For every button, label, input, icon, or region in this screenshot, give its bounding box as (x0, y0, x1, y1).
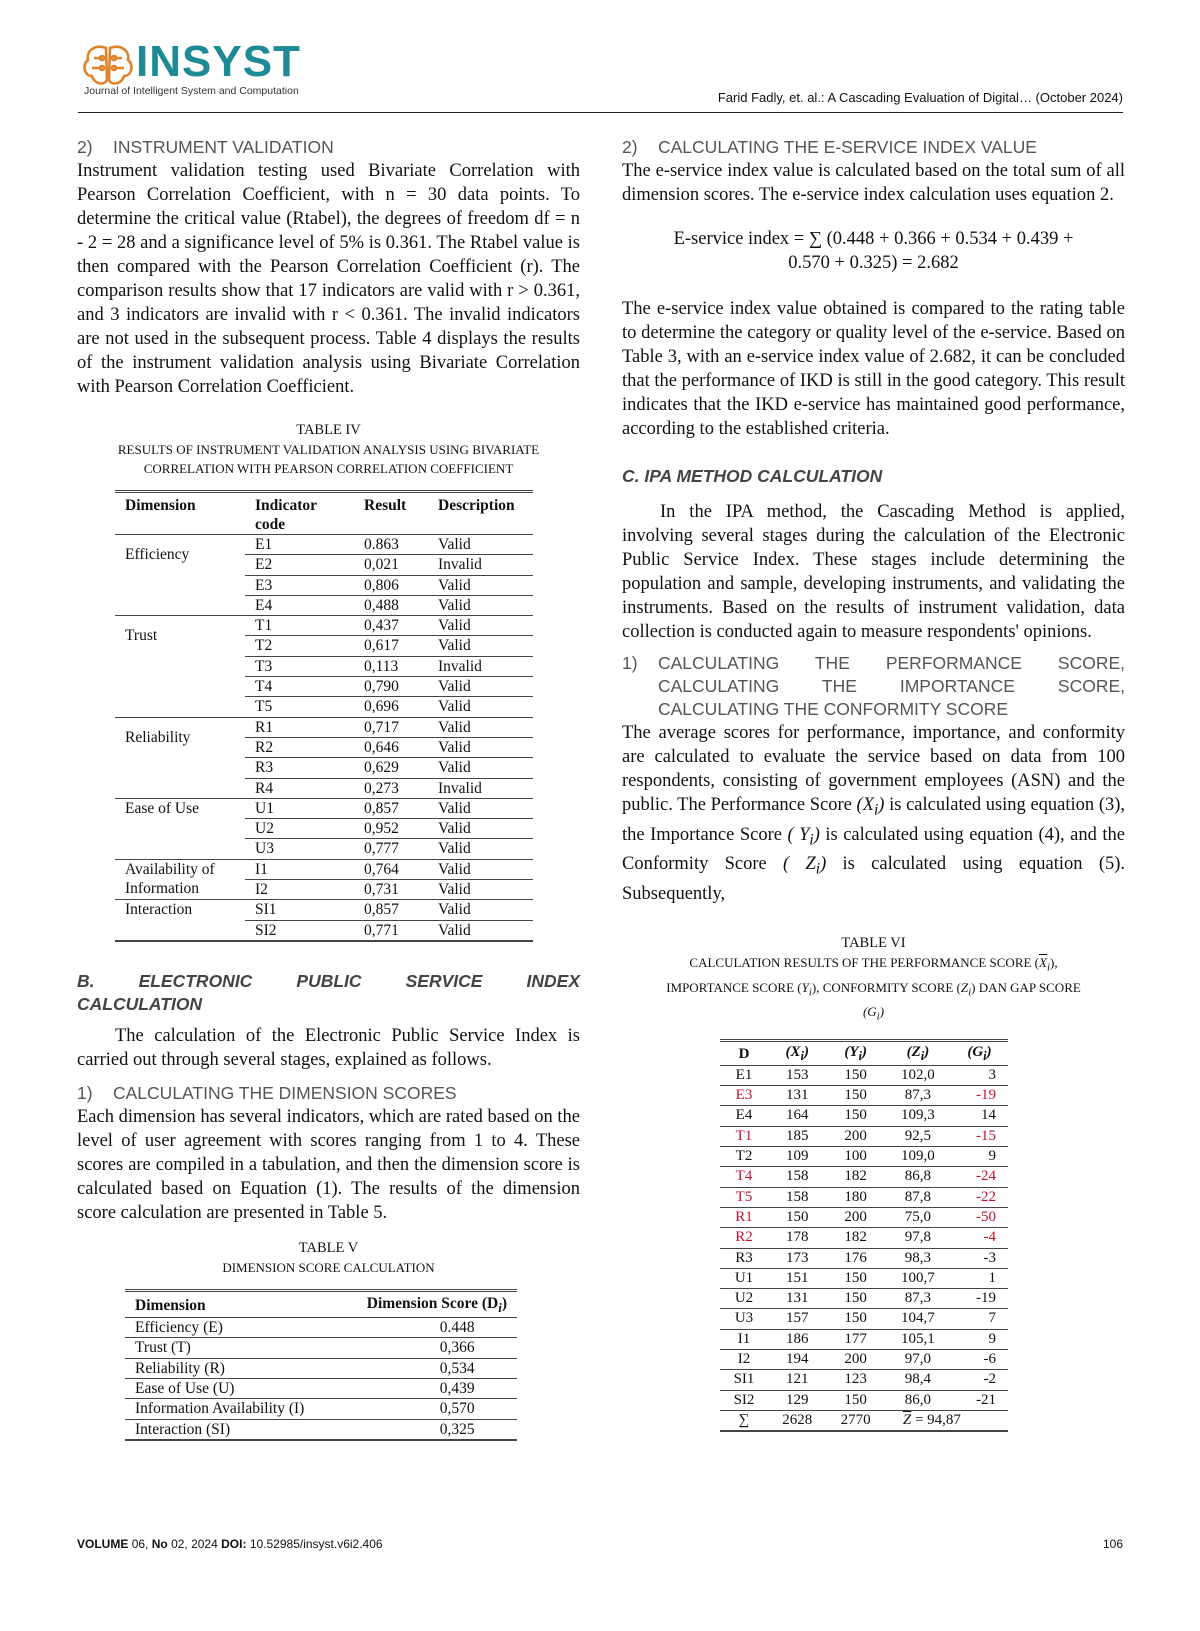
page-number: 106 (1102, 1537, 1123, 1551)
indicator-code: T2 (245, 636, 354, 656)
result-value: 0,488 (354, 595, 428, 615)
table-row (720, 1289, 1008, 1309)
table-caption: RESULTS OF INSTRUMENT VALIDATION ANALYSIS USING BIVARIATE CORRELATION WITH PEARSON CORRELATION COEFFICIENT (117, 442, 540, 476)
importance-score: 200 (826, 1126, 884, 1146)
conformity-score: 97,8 (885, 1228, 951, 1248)
paragraph: The e-service index value is calculated based on the total sum of all dimension scores. The e-service index calculation uses equation 2. (622, 161, 1125, 205)
result-value: 0,764 (354, 859, 428, 879)
gap-score: -19 (951, 1289, 1008, 1309)
column-header: D (720, 1040, 768, 1065)
description: Valid (428, 717, 533, 737)
performance-score: 194 (768, 1350, 826, 1370)
table-row (125, 1419, 517, 1440)
description: Valid (428, 798, 533, 818)
indicator-code: R2 (720, 1228, 768, 1248)
column-header: Description (428, 492, 533, 535)
column-header: Indicator code (245, 492, 354, 535)
indicator-code: SI1 (245, 900, 354, 920)
indicator-code: I1 (720, 1329, 768, 1349)
dimension-score: 0,366 (337, 1338, 517, 1358)
description: Valid (428, 819, 533, 839)
section-heading: C. IPA METHOD CALCULATION (622, 466, 883, 486)
importance-score: 182 (826, 1167, 884, 1187)
result-value: 0,952 (354, 819, 428, 839)
table-row (125, 1399, 517, 1419)
column-header: Dimension Score $(D_i)$ (337, 1290, 517, 1317)
paragraph: Instrument validation testing used Bivariate Correlation with Pearson Correlation Coefficient, with n = 30 data points. To determine the critical value (Rtabel), the degrees of freedom df = n - 2 = 28 and a significance level of 5% is 0.361. The Rtabel value is then compared with the Pearson Correlation Coefficient (r). The comparison results show that 17 indicators are valid with r > 0.361, and 3 indicators are invalid with r < 0.361. The invalid indicators are not used in the subsequent process. Table 4 displays the results of the instrument validation analysis using Bivariate Correlation with Pearson Correlation Coefficient. (77, 161, 580, 397)
importance-score: 150 (826, 1309, 884, 1329)
result-value: 0.863 (354, 535, 428, 555)
equation: E-service index = ∑ (0.448 + 0.366 + 0.534 + 0.439 + 0.570 + 0.325) = 2.682 (673, 229, 1074, 273)
dimension-cell: Efficiency (115, 535, 245, 616)
table-label: TABLE IV (296, 422, 361, 438)
column-header: $(X_i)$ (768, 1040, 826, 1065)
gap-score: -4 (951, 1228, 1008, 1248)
column-header: $(Y_i)$ (826, 1040, 884, 1065)
table-row (720, 1065, 1008, 1085)
conformity-score: 86,0 (885, 1390, 951, 1410)
conformity-score: 75,0 (885, 1207, 951, 1227)
dimension-cell: Reliability (115, 717, 245, 798)
performance-score: 178 (768, 1228, 826, 1248)
subsection-heading: 1) CALCULATING THE PERFORMANCE SCORE, CALCULATING THE IMPORTANCE SCORE, CALCULATING THE CONFORMITY SCORE (622, 653, 1125, 719)
dimension-name: Information Availability (I) (125, 1399, 337, 1419)
performance-score: 164 (768, 1106, 826, 1126)
indicator-code: U2 (720, 1289, 768, 1309)
result-value: 0,857 (354, 900, 428, 920)
table-row (115, 798, 533, 818)
gap-score: -6 (951, 1350, 1008, 1370)
importance-score: 150 (826, 1086, 884, 1106)
indicator-code: T1 (245, 616, 354, 636)
performance-score: 185 (768, 1126, 826, 1146)
indicator-code: I2 (245, 880, 354, 900)
conformity-score: 87,3 (885, 1289, 951, 1309)
table-row (720, 1309, 1008, 1329)
importance-score: 150 (826, 1390, 884, 1410)
gap-score: -24 (951, 1167, 1008, 1187)
table-row (115, 616, 533, 636)
indicator-code: R3 (720, 1248, 768, 1268)
ipa-score-table (720, 1039, 1008, 1432)
indicator-code: T5 (720, 1187, 768, 1207)
table-label: TABLE VI (841, 935, 906, 952)
table-caption: DIMENSION SCORE CALCULATION (222, 1259, 435, 1275)
description: Valid (428, 535, 533, 555)
table-row (125, 1378, 517, 1398)
conformity-score: 109,3 (885, 1106, 951, 1126)
indicator-code: T4 (245, 677, 354, 697)
brain-icon (80, 42, 136, 88)
right-column (622, 136, 1125, 1432)
footer-citation: VOLUME 06, No 02, 2024 DOI: 10.52985/insyst.v6i2.406 (77, 1537, 383, 1551)
table-row (720, 1086, 1008, 1106)
description: Valid (428, 697, 533, 717)
table-row (115, 717, 533, 737)
sum-y: 2770 (826, 1410, 884, 1431)
table-label: TABLE V (298, 1239, 359, 1256)
column-header: Result (354, 492, 428, 535)
description: Valid (428, 737, 533, 757)
gap-score: -50 (951, 1207, 1008, 1227)
gap-score: -2 (951, 1370, 1008, 1390)
table-caption: CALCULATION RESULTS OF THE PERFORMANCE SCORE $(\overline{X}_i)$, IMPORTANCE SCORE $(Y_i)$, CONFORMITY SCORE $(Z_i)$ DAN GAP SCORE $(G_i)$ (666, 955, 1081, 1023)
validation-table (115, 490, 533, 942)
result-value: 0,790 (354, 677, 428, 697)
indicator-code: R4 (245, 778, 354, 798)
performance-score: 131 (768, 1086, 826, 1106)
table-row (125, 1318, 517, 1338)
description: Valid (428, 900, 533, 920)
indicator-code: R2 (245, 737, 354, 757)
table-row (720, 1147, 1008, 1167)
header-rule (78, 112, 1123, 113)
result-value: 0,617 (354, 636, 428, 656)
indicator-code: R3 (245, 758, 354, 778)
description: Valid (428, 880, 533, 900)
gap-score: -21 (951, 1390, 1008, 1410)
conformity-score: 92,5 (885, 1126, 951, 1146)
table-body (125, 1318, 517, 1440)
gap-score: 9 (951, 1329, 1008, 1349)
performance-score: 150 (768, 1207, 826, 1227)
table-row (115, 859, 533, 879)
conformity-score: 105,1 (885, 1329, 951, 1349)
description: Valid (428, 616, 533, 636)
indicator-code: T3 (245, 656, 354, 676)
journal-logo (78, 38, 318, 98)
conformity-score: 87,8 (885, 1187, 951, 1207)
column-header: $(G_i)$ (951, 1040, 1008, 1065)
dimension-score-table (125, 1289, 517, 1441)
table-row (720, 1390, 1008, 1410)
gap-score: -22 (951, 1187, 1008, 1207)
logo-subtitle: Journal of Intelligent System and Computation (84, 85, 299, 97)
indicator-code: E3 (720, 1086, 768, 1106)
indicator-code: E2 (245, 555, 354, 575)
running-head: Farid Fadly, et. al.: A Cascading Evaluation of Digital… (October 2024) (717, 90, 1123, 105)
indicator-code: SI2 (245, 920, 354, 941)
sum-symbol: ∑ (720, 1410, 768, 1431)
table-row (125, 1338, 517, 1358)
importance-score: 150 (826, 1065, 884, 1085)
table-body (720, 1065, 1008, 1410)
result-value: 0,629 (354, 758, 428, 778)
description: Valid (428, 636, 533, 656)
table-row (720, 1187, 1008, 1207)
gap-score: -3 (951, 1248, 1008, 1268)
gap-score: 3 (951, 1065, 1008, 1085)
description: Invalid (428, 778, 533, 798)
description: Invalid (428, 555, 533, 575)
column-header: Dimension (115, 492, 245, 535)
table-row (720, 1268, 1008, 1288)
conformity-score: 87,3 (885, 1086, 951, 1106)
description: Valid (428, 677, 533, 697)
description: Valid (428, 595, 533, 615)
gap-score: -19 (951, 1086, 1008, 1106)
paragraph: Each dimension has several indicators, which are rated based on the level of user agreement with scores ranging from 1 to 4. These scores are compiled in a tabulation, and then the dimension score is calculated based on Equation (1). The results of the dimension score calculation are presented in Table 5. (77, 1106, 580, 1223)
paragraph: The average scores for performance, importance, and conformity are calculated to evaluate the service based on data from 100 respondents, consisting of government employees (ASN) and the public. The Performance Score $(X_i)$ is calculated using equation (3), the Importance Score ( $Y_i$) is calculated using equation (4), and the Conformity Score ( $Z_i$) is calculated using equation (5). Subsequently, (622, 723, 1126, 905)
performance-score: 173 (768, 1248, 826, 1268)
indicator-code: U3 (720, 1309, 768, 1329)
indicator-code: T2 (720, 1147, 768, 1167)
dimension-name: Reliability (R) (125, 1358, 337, 1378)
dimension-score: 0,534 (337, 1358, 517, 1378)
table-body (115, 535, 533, 941)
result-value: 0,771 (354, 920, 428, 941)
indicator-code: U1 (245, 798, 354, 818)
result-value: 0,731 (354, 880, 428, 900)
indicator-code: E4 (720, 1106, 768, 1126)
paragraph: The e-service index value obtained is compared to the rating table to determine the category or quality level of the e-service. Based on Table 3, with an e-service index value of 2.682, it can be concluded that the performance of IKD is still in the good category. This result indicates that the IKD e-service has maintained good performance, according to the established criteria. (622, 299, 1125, 439)
indicator-code: SI2 (720, 1390, 768, 1410)
description: Valid (428, 839, 533, 859)
importance-score: 180 (826, 1187, 884, 1207)
indicator-code: I2 (720, 1350, 768, 1370)
table-row (720, 1167, 1008, 1187)
dimension-cell: Interaction (115, 900, 245, 941)
dimension-name: Ease of Use (U) (125, 1378, 337, 1398)
result-value: 0,857 (354, 798, 428, 818)
result-value: 0,777 (354, 839, 428, 859)
dimension-score: 0.448 (337, 1318, 517, 1338)
logo-wordmark: INSYST (136, 37, 301, 86)
table-row (720, 1370, 1008, 1390)
table-row (720, 1248, 1008, 1268)
dimension-name: Interaction (SI) (125, 1419, 337, 1440)
table-row (720, 1350, 1008, 1370)
table-row (720, 1106, 1008, 1126)
performance-score: 153 (768, 1065, 826, 1085)
conformity-score: 98,3 (885, 1248, 951, 1268)
performance-score: 158 (768, 1167, 826, 1187)
indicator-code: R1 (720, 1207, 768, 1227)
result-value: 0,806 (354, 575, 428, 595)
result-value: 0,717 (354, 717, 428, 737)
subsection-heading: 1) CALCULATING THE DIMENSION SCORES (77, 1082, 457, 1103)
table-sum-row (720, 1410, 1008, 1431)
dimension-name: Trust (T) (125, 1338, 337, 1358)
performance-score: 129 (768, 1390, 826, 1410)
dimension-cell: Trust (115, 616, 245, 717)
result-value: 0,273 (354, 778, 428, 798)
table-row (720, 1207, 1008, 1227)
paragraph: In the IPA method, the Cascading Method is applied, involving several stages during the calculation of the Electronic Public Service Index. These stages include determining the population and sample, developing instruments, and validating the instruments. Based on the results of instrument validation, data collection is conducted again to measure respondents' opinions. (622, 502, 1125, 642)
conformity-score: 102,0 (885, 1065, 951, 1085)
indicator-code: R1 (245, 717, 354, 737)
mean-z: $\overline{Z} = 94,87$ (885, 1410, 1008, 1431)
importance-score: 177 (826, 1329, 884, 1349)
sum-x: 2628 (768, 1410, 826, 1431)
section-heading-cont: CALCULATION (77, 993, 203, 1014)
dimension-cell: Availability of Information (115, 859, 245, 900)
subsection-heading: 2) INSTRUMENT VALIDATION (77, 137, 334, 157)
table-row (115, 900, 533, 920)
performance-score: 158 (768, 1187, 826, 1207)
gap-score: 1 (951, 1268, 1008, 1288)
importance-score: 150 (826, 1268, 884, 1288)
result-value: 0,646 (354, 737, 428, 757)
result-value: 0,021 (354, 555, 428, 575)
dimension-name: Efficiency (E) (125, 1318, 337, 1338)
indicator-code: E1 (245, 535, 354, 555)
indicator-code: E1 (720, 1065, 768, 1085)
performance-score: 186 (768, 1329, 826, 1349)
conformity-score: 97,0 (885, 1350, 951, 1370)
indicator-code: T5 (245, 697, 354, 717)
indicator-code: T4 (720, 1167, 768, 1187)
indicator-code: SI1 (720, 1370, 768, 1390)
conformity-score: 109,0 (885, 1147, 951, 1167)
result-value: 0,437 (354, 616, 428, 636)
description: Valid (428, 859, 533, 879)
left-column (77, 136, 580, 1441)
importance-score: 176 (826, 1248, 884, 1268)
importance-score: 150 (826, 1106, 884, 1126)
dimension-score: 0,325 (337, 1419, 517, 1440)
performance-score: 131 (768, 1289, 826, 1309)
gap-score: 9 (951, 1147, 1008, 1167)
importance-score: 200 (826, 1350, 884, 1370)
gap-score: -15 (951, 1126, 1008, 1146)
table-row (720, 1228, 1008, 1248)
indicator-code: U2 (245, 819, 354, 839)
indicator-code: U3 (245, 839, 354, 859)
table-row (115, 535, 533, 555)
table-row (125, 1358, 517, 1378)
conformity-score: 100,7 (885, 1268, 951, 1288)
importance-score: 200 (826, 1207, 884, 1227)
description: Valid (428, 758, 533, 778)
conformity-score: 98,4 (885, 1370, 951, 1390)
column-header: Dimension (125, 1290, 337, 1317)
importance-score: 123 (826, 1370, 884, 1390)
conformity-score: 86,8 (885, 1167, 951, 1187)
conformity-score: 104,7 (885, 1309, 951, 1329)
importance-score: 100 (826, 1147, 884, 1167)
result-value: 0,113 (354, 656, 428, 676)
table-row (720, 1126, 1008, 1146)
performance-score: 109 (768, 1147, 826, 1167)
description: Valid (428, 920, 533, 941)
importance-score: 150 (826, 1289, 884, 1309)
indicator-code: U1 (720, 1268, 768, 1288)
section-heading: B. ELECTRONIC PUBLIC SERVICE INDEX (77, 970, 580, 991)
description: Valid (428, 575, 533, 595)
dimension-score: 0,570 (337, 1399, 517, 1419)
indicator-code: E3 (245, 575, 354, 595)
dimension-cell: Ease of Use (115, 798, 245, 859)
indicator-code: T1 (720, 1126, 768, 1146)
description: Invalid (428, 656, 533, 676)
paragraph: The calculation of the Electronic Public Service Index is carried out through several stages, explained as follows. (77, 1025, 580, 1070)
column-header: $(Z_i)$ (885, 1040, 951, 1065)
importance-score: 182 (826, 1228, 884, 1248)
gap-score: 7 (951, 1309, 1008, 1329)
performance-score: 151 (768, 1268, 826, 1288)
indicator-code: E4 (245, 595, 354, 615)
gap-score: 14 (951, 1106, 1008, 1126)
table-row (720, 1329, 1008, 1349)
dimension-score: 0,439 (337, 1378, 517, 1398)
performance-score: 157 (768, 1309, 826, 1329)
indicator-code: I1 (245, 859, 354, 879)
performance-score: 121 (768, 1370, 826, 1390)
result-value: 0,696 (354, 697, 428, 717)
subsection-heading: 2) CALCULATING THE E-SERVICE INDEX VALUE (622, 137, 1037, 157)
